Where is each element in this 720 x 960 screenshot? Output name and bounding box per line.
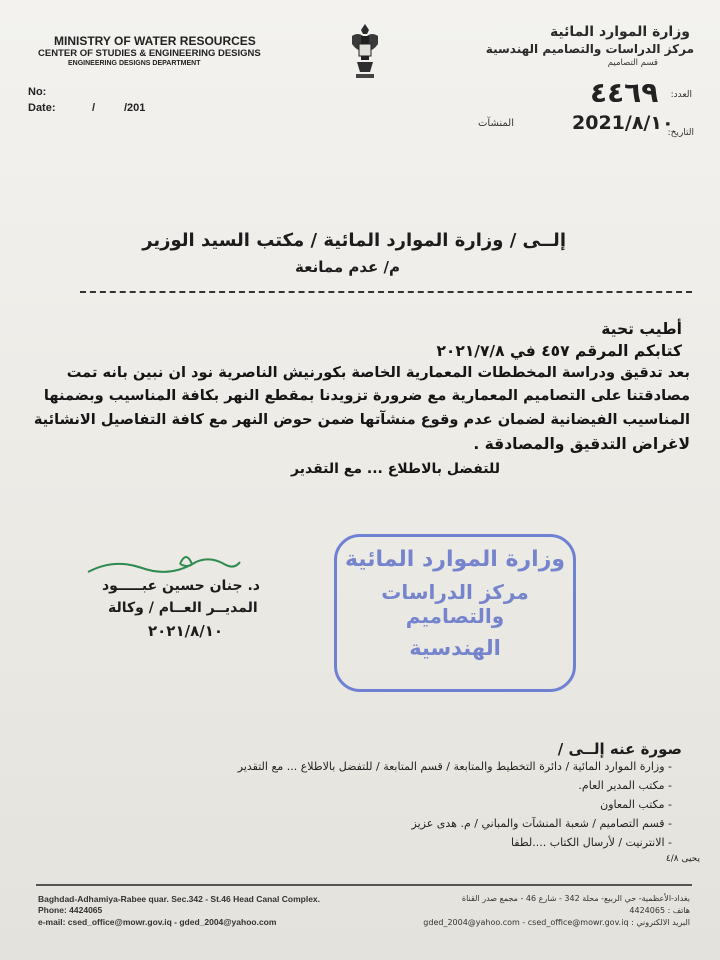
footer-ar-email: gded_2004@yahoo.com - csed_office@mowr.gov.iq : البريد الالكتروني <box>423 918 690 927</box>
footer-en-address: Baghdad-Adhamiya-Rabee quar. Sec.342 - St.46 Head Canal Complex. <box>38 894 321 904</box>
header-date-slash: / <box>92 102 96 114</box>
footer-ar-address: بغداد-الأعظمية- حي الربيع- محلة 342 - شارع 46 - مجمع صدر القناة <box>461 894 690 903</box>
body-line-3: مصادقتنا على التصاميم المعمارية مع ضرورة تزويدنا بمقطع النهر بكافة المناسيب وبضمنها <box>43 387 690 404</box>
header-en-department: ENGINEERING DESIGNS DEPARTMENT <box>68 60 201 67</box>
header-no-label: No: <box>28 86 47 98</box>
header-ar-department: قسم التصاميم <box>607 58 658 68</box>
copies-item-4: - قسم التصاميم / شعبة المنشآت والمباني / م. هدى عزيز <box>411 817 672 830</box>
footer-ar-phone: هاتف : 4424065 <box>629 906 690 915</box>
header-date-label: Date: <box>28 102 56 114</box>
header-ar-date-label: التاريخ: <box>667 128 694 138</box>
copies-item-2: - مكتب المدير العام. <box>578 779 672 792</box>
stamp-line-3: الهندسية <box>409 636 501 660</box>
footer-rule <box>36 884 692 886</box>
header-ar-section: المنشآت <box>478 118 515 129</box>
footer-en-phone: Phone: 4424065 <box>38 905 103 915</box>
body-line-4: المناسيب الفيضانية لضمان عدم وقوع منشآتها ضمن حوض النهر مع كافة التفاصيل الانشائية <box>33 411 690 428</box>
body-line-5: لاغراض التدقيق والمصادقة . <box>473 435 690 453</box>
signature-title: المديــر العــام / وكالة <box>108 600 258 616</box>
official-stamp <box>334 534 576 692</box>
signature-name: د. جنان حسين عبـــــود <box>102 578 260 594</box>
signature-date: ٢٠٢١/٨/١٠ <box>148 622 224 640</box>
header-en-center: CENTER OF STUDIES & ENGINEERING DESIGNS <box>38 48 261 59</box>
copies-heading: صورة عنه إلــى / <box>557 740 682 758</box>
copies-item-3: - مكتب المعاون <box>600 798 672 811</box>
body-greeting: أطيب تحية <box>601 320 682 338</box>
header-ar-ministry: وزارة الموارد المائية <box>549 24 690 40</box>
signature-mark-icon <box>84 548 244 582</box>
copies-initials: يحيى ٤/٨ <box>665 854 700 864</box>
copies-item-5: - الانترنيت / لأرسال الكتاب ....لطفا <box>510 836 672 849</box>
header-date-value: /201 <box>124 102 146 114</box>
header-ar-date-value: 2021/٨/١٠ <box>572 112 674 134</box>
header-en-ministry: MINISTRY OF WATER RESOURCES <box>54 34 256 48</box>
stamp-line-1: وزارة الموارد المائية <box>344 547 566 572</box>
iraq-emblem-icon <box>348 22 382 84</box>
stamp-line-2: مركز الدراسات والتصاميم <box>381 580 529 628</box>
separator-dashed <box>80 291 692 293</box>
copies-item-1: - وزارة الموارد المائية / دائرة التخطيط والمتابعة / قسم المتابعة / للتفضل بالاطلاع ... مع التقدير <box>237 760 672 773</box>
footer-en-email: e-mail: csed_office@mowr.gov.iq - gded_2004@yahoo.com <box>38 917 277 927</box>
header-ar-number-label: العدد: <box>670 90 692 100</box>
body-line-1: كتابكم المرقم ٤٥٧ في ٢٠٢١/٧/٨ <box>436 342 682 360</box>
header-ar-number-value: ٤٤٦٩ <box>590 76 659 109</box>
body-line-2: بعد تدقيق ودراسة المخططات المعمارية الخاصة بكورنيش الناصرية نود ان نبين بانه تمت <box>66 364 690 381</box>
recipient-subject: م/ عدم ممانعة <box>295 258 400 276</box>
header-ar-center: مركز الدراسات والتصاميم الهندسية <box>485 42 694 56</box>
body-closing: للتفضل بالاطلاع ... مع التقدير <box>291 461 500 477</box>
recipient-to: إلــى / وزارة الموارد المائية / مكتب السيد الوزير <box>142 230 566 251</box>
